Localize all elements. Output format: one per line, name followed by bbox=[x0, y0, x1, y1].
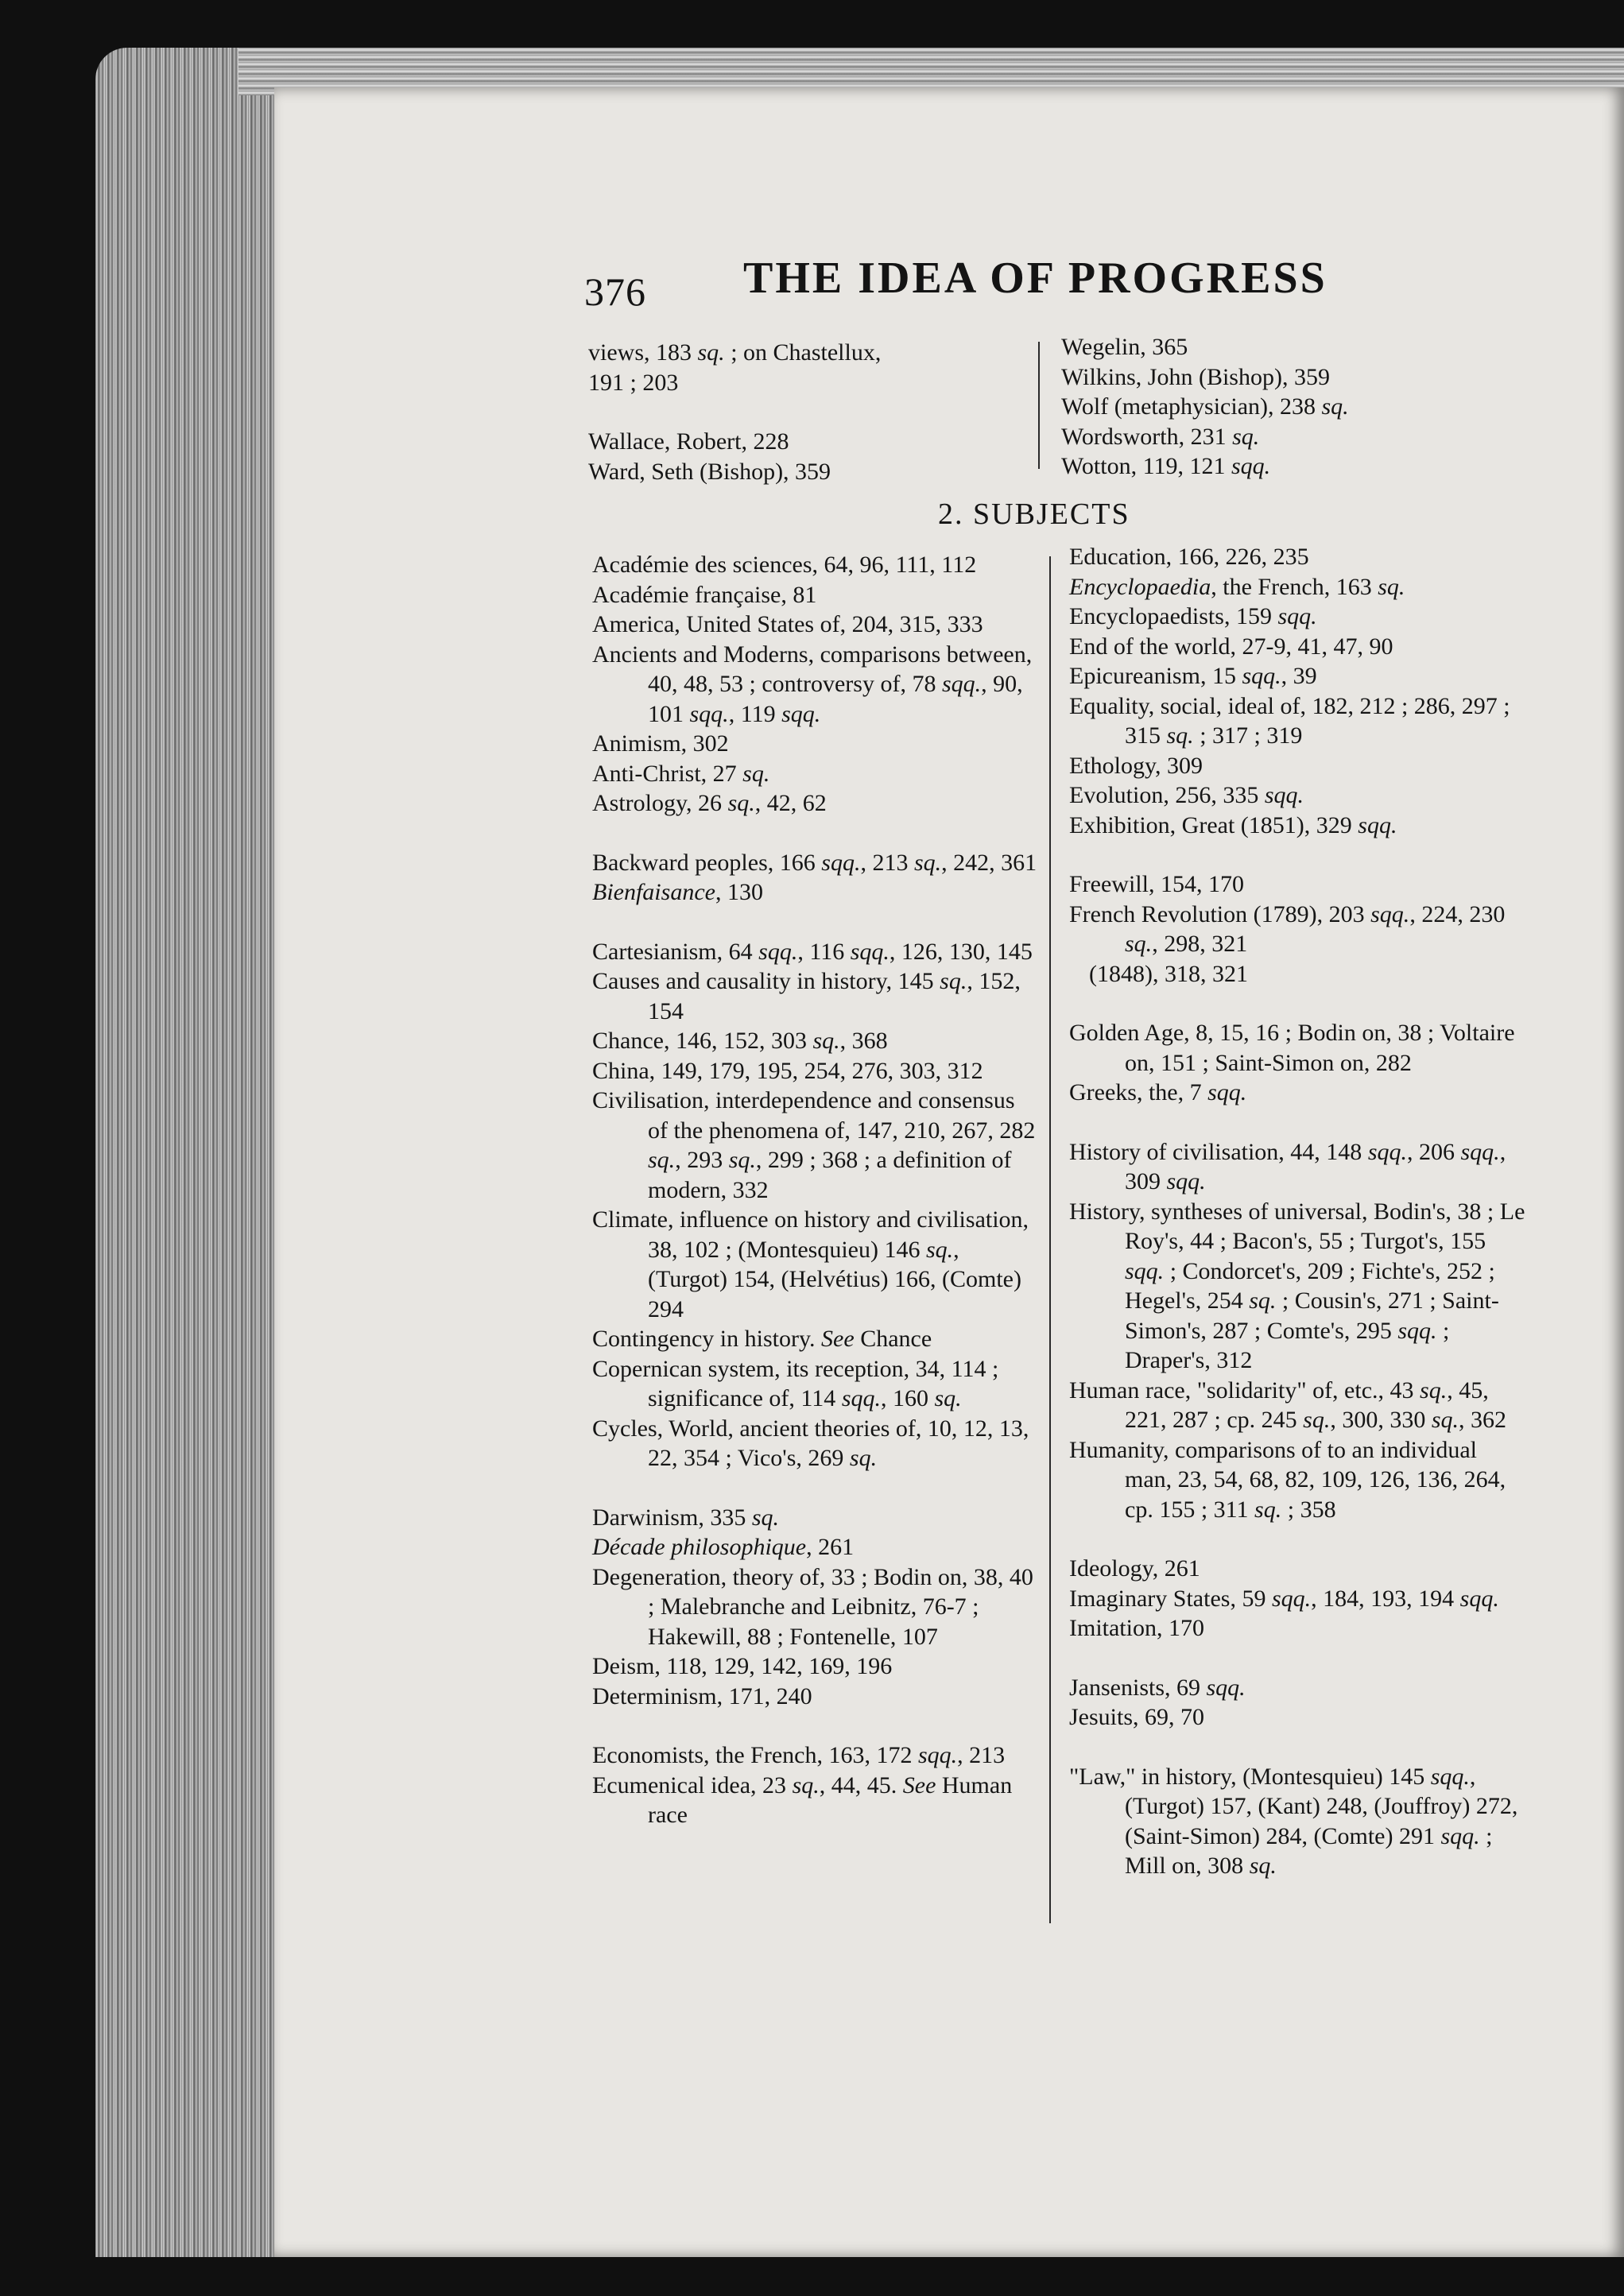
index-entry: Ideology, 261 bbox=[1069, 1555, 1200, 1582]
index-entry: Anti-Christ, 27 sq. bbox=[592, 760, 770, 787]
index-entry: Encyclopaedia, the French, 163 sq. bbox=[1069, 573, 1405, 600]
entry-gap bbox=[1069, 840, 1526, 869]
index-entry: (1848), 318, 321 bbox=[1089, 960, 1248, 987]
index-entry: Deism, 118, 129, 142, 169, 196 bbox=[592, 1653, 893, 1679]
top-left-index-column bbox=[588, 338, 1021, 486]
index-entry: America, United States of, 204, 315, 333 bbox=[592, 611, 983, 637]
index-entry: Equality, social, ideal of, 182, 212 ; 286, 297 ; 315 sq. ; 317 ; 319 bbox=[1069, 692, 1510, 749]
page-number: 376 bbox=[584, 269, 646, 314]
section-heading: 2. SUBJECTS bbox=[938, 498, 1130, 531]
index-entry: Ethology, 309 bbox=[1069, 752, 1203, 779]
subjects-column-divider bbox=[1049, 556, 1051, 1923]
index-entry: Wotton, 119, 121 sqq. bbox=[1061, 453, 1271, 479]
index-entry: Ancients and Moderns, comparisons between, 40, 48, 53 ; controversy of, 78 sqq., 90, 101 sqq., 119 sqq. bbox=[592, 641, 1033, 727]
index-entry: History, syntheses of universal, Bodin's, 38 ; Le Roy's, 44 ; Bacon's, 55 ; Turgot's, 155 sqq. ; Condorcet's, 209 ; Fichte's, 252 ; Hegel's, 254 sq. ; Cousin's, 271 ; Saint-Simon's, 287 ; Comte's, 295 sqq. ; Draper's, 312 bbox=[1069, 1198, 1525, 1373]
index-entry: Causes and causality in history, 145 sq., 152, 154 bbox=[592, 968, 1021, 1024]
index-entry: Wilkins, John (Bishop), 359 bbox=[1061, 363, 1330, 390]
index-entry: Climate, influence on history and civilisation, 38, 102 ; (Montesquieu) 146 sq., (Turgot) 154, (Helvétius) 166, (Comte) 294 bbox=[592, 1206, 1029, 1322]
index-entry: Wallace, Robert, 228 bbox=[588, 428, 789, 455]
entry-gap bbox=[592, 1473, 1037, 1503]
index-entry: Ward, Seth (Bishop), 359 bbox=[588, 458, 831, 485]
index-entry: Bienfaisance, 130 bbox=[592, 879, 763, 905]
top-right-index-column bbox=[1061, 332, 1538, 482]
index-entry: Degeneration, theory of, 33 ; Bodin on, 38, 40 ; Malebranche and Leibnitz, 76-7 ; Hakewill, 88 ; Fontenelle, 107 bbox=[592, 1563, 1033, 1650]
index-entry: Imaginary States, 59 sqq., 184, 193, 194 sqq. bbox=[1069, 1585, 1499, 1612]
index-entry: Backward peoples, 166 sqq., 213 sq., 242, 361 bbox=[592, 849, 1037, 876]
index-entry: Cartesianism, 64 sqq., 116 sqq., 126, 130, 145 bbox=[592, 938, 1033, 965]
index-entry: Golden Age, 8, 15, 16 ; Bodin on, 38 ; Voltaire on, 151 ; Saint-Simon on, 282 bbox=[1069, 1020, 1515, 1076]
index-entry: Wordsworth, 231 sq. bbox=[1061, 423, 1260, 450]
index-entry: Epicureanism, 15 sqq., 39 bbox=[1069, 663, 1317, 689]
entry-gap bbox=[592, 908, 1037, 937]
entry-gap bbox=[1069, 1524, 1526, 1554]
index-entry: "Law," in history, (Montesquieu) 145 sqq., (Turgot) 157, (Kant) 248, (Jouffroy) 272, (Saint-Simon) 284, (Comte) 291 sqq. ; Mill on, 308 sq. bbox=[1069, 1763, 1518, 1879]
index-entry: Exhibition, Great (1851), 329 sqq. bbox=[1069, 811, 1397, 838]
index-entry: 191 ; 203 bbox=[588, 369, 679, 396]
index-entry: Jesuits, 69, 70 bbox=[1069, 1704, 1205, 1730]
index-entry: Economists, the French, 163, 172 sqq., 213 bbox=[592, 1742, 1006, 1768]
entry-gap bbox=[1069, 1644, 1526, 1673]
index-entry: Copernican system, its reception, 34, 114 ; significance of, 114 sqq., 160 sq. bbox=[592, 1355, 999, 1411]
index-entry: Académie française, 81 bbox=[592, 581, 817, 608]
index-entry: Freewill, 154, 170 bbox=[1069, 871, 1244, 897]
index-entry: Darwinism, 335 sq. bbox=[592, 1504, 780, 1531]
index-entry: Humanity, comparisons of to an individual man, 23, 54, 68, 82, 109, 126, 136, 264, cp. 155 ; 311 sq. ; 358 bbox=[1069, 1436, 1506, 1523]
entry-gap bbox=[1069, 1733, 1526, 1762]
index-entry: Académie des sciences, 64, 96, 111, 112 bbox=[592, 552, 977, 578]
index-entry: Evolution, 256, 335 sqq. bbox=[1069, 782, 1304, 808]
index-entry: Jansenists, 69 sqq. bbox=[1069, 1674, 1246, 1701]
entry-gap bbox=[1069, 1108, 1526, 1137]
index-entry: Décade philosophique, 261 bbox=[592, 1534, 855, 1560]
index-entry: End of the world, 27-9, 41, 47, 90 bbox=[1069, 633, 1393, 660]
index-entry: Encyclopaedists, 159 sqq. bbox=[1069, 603, 1317, 629]
index-entry: China, 149, 179, 195, 254, 276, 303, 312 bbox=[592, 1057, 983, 1084]
subjects-right-column bbox=[1069, 542, 1526, 1881]
index-entry: Imitation, 170 bbox=[1069, 1615, 1204, 1641]
index-entry: Education, 166, 226, 235 bbox=[1069, 544, 1309, 570]
entry-gap bbox=[592, 819, 1037, 848]
entry-gap bbox=[1069, 989, 1526, 1018]
index-entry: Astrology, 26 sq., 42, 62 bbox=[592, 790, 827, 816]
entry-gap bbox=[588, 397, 1021, 427]
page-header bbox=[584, 253, 1459, 324]
index-entry: views, 183 sq. ; on Chastellux, bbox=[588, 339, 882, 366]
book-page-edges bbox=[95, 48, 302, 2257]
index-entry: Animism, 302 bbox=[592, 730, 729, 757]
index-entry: Human race, "solidarity" of, etc., 43 sq., 45, 221, 287 ; cp. 245 sq., 300, 330 sq., 362 bbox=[1069, 1376, 1507, 1433]
index-entry: Cycles, World, ancient theories of, 10, 12, 13, 22, 354 ; Vico's, 269 sq. bbox=[592, 1415, 1029, 1471]
index-entry: Contingency in history. See Chance bbox=[592, 1326, 932, 1352]
index-entry: Chance, 146, 152, 303 sq., 368 bbox=[592, 1028, 888, 1054]
index-entry: Wolf (metaphysician), 238 sq. bbox=[1061, 393, 1349, 420]
index-entry: History of civilisation, 44, 148 sqq., 206 sqq., 309 sqq. bbox=[1069, 1138, 1506, 1194]
index-entry: Wegelin, 365 bbox=[1061, 334, 1188, 360]
index-entry: French Revolution (1789), 203 sqq., 224, 230 sq., 298, 321 bbox=[1069, 900, 1506, 957]
index-entry: Determinism, 171, 240 bbox=[592, 1682, 812, 1709]
top-column-divider bbox=[1038, 342, 1040, 469]
index-entry: Civilisation, interdependence and consensus of the phenomena of, 147, 210, 267, 282 sq., 293 sq., 299 ; 368 ; a definition of modern, 332 bbox=[592, 1087, 1036, 1203]
entry-gap bbox=[592, 1711, 1037, 1740]
running-title: THE IDEA OF PROGRESS bbox=[743, 254, 1327, 303]
index-entry: Greeks, the, 7 sqq. bbox=[1069, 1079, 1247, 1105]
subjects-left-column bbox=[592, 550, 1037, 1830]
index-entry: Ecumenical idea, 23 sq., 44, 45. See Human race bbox=[592, 1771, 1013, 1828]
